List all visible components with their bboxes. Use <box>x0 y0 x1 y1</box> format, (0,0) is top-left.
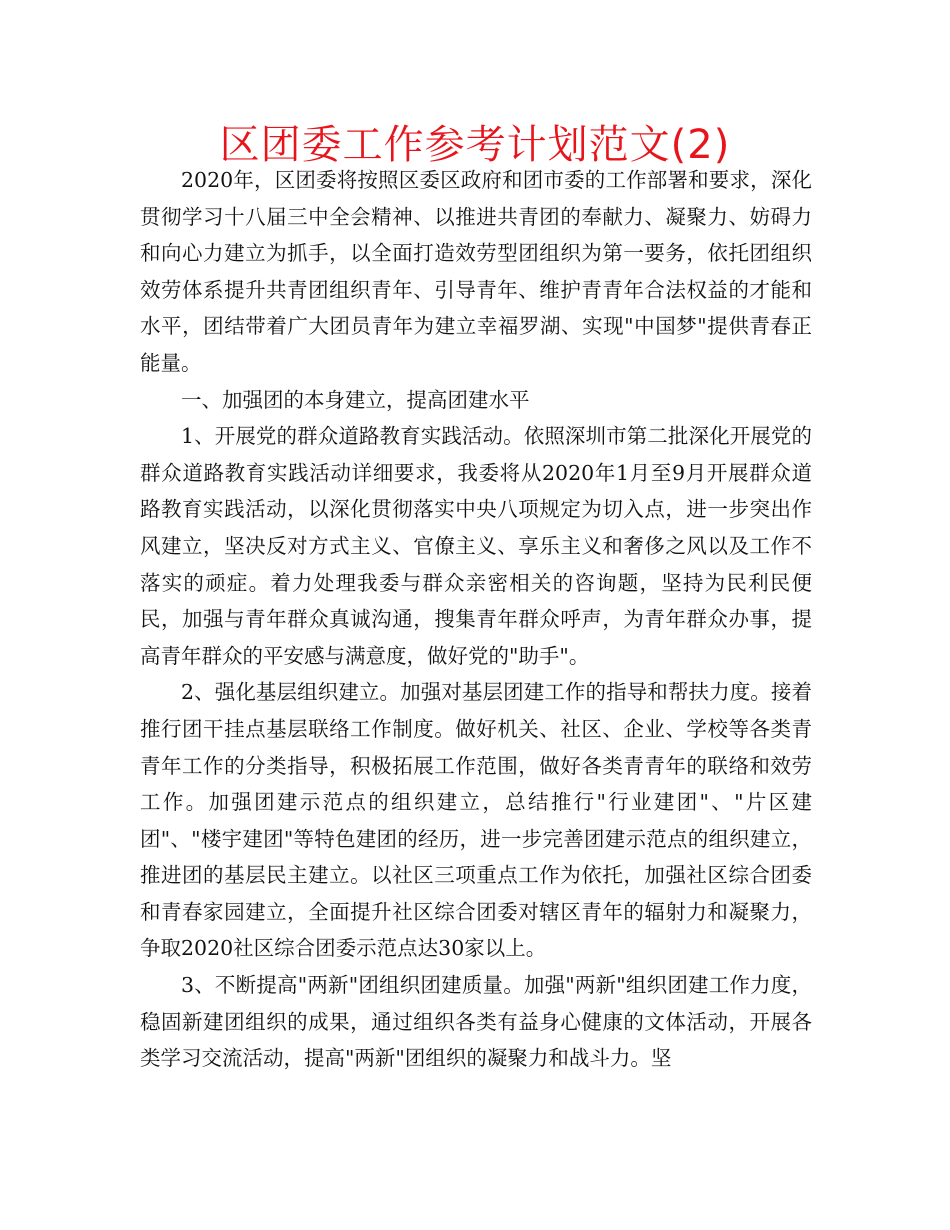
document-title: 区团委工作参考计划范文(2) <box>219 122 731 168</box>
document-body <box>140 162 812 1077</box>
item-paragraph-3: 3、不断提高"两新"团组织团建质量。加强"两新"组织团建工作力度，稳固新建团组织的成果，通过组织各类有益身心健康的文体活动，开展各类学习交流活动，提高"两新"团组织的凝聚力和战斗力。坚 <box>140 973 812 1071</box>
section-heading-1: 一、加强团的本身建立，提高团建水平 <box>181 387 530 412</box>
item-paragraph-2: 2、强化基层组织建立。加强对基层团建工作的指导和帮扶力度。接着推行团干挂点基层联络工作制度。做好机关、社区、企业、学校等各类青青年工作的分类指导，积极拓展工作范围，做好各类青青年的联络和效劳工作。加强团建示范点的组织建立，总结推行"行业建团"、"片区建团"、"楼宇建团"等特色建团的经历，进一步完善团建示范点的组织建立，推进团的基层民主建立。以社区三项重点工作为依托，加强社区综合团委和青春家园建立，全面提升社区综合团委对辖区青年的辐射力和凝聚力，争取2020社区综合团委示范点达30家以上。 <box>140 680 812 961</box>
item-paragraph-1: 1、开展党的群众道路教育实践活动。依照深圳市第二批深化开展党的群众道路教育实践活动详细要求，我委将从2020年1月至9月开展群众道路教育实践活动，以深化贯彻落实中央八项规定为切入点，进一步突出作风建立，坚决反对方式主义、官僚主义、享乐主义和奢侈之风以及工作不落实的顽症。着力处理我委与群众亲密相关的咨询题，坚持为民利民便民，加强与青年群众真诚沟通，搜集青年群众呼声，为青年群众办事，提高青年群众的平安感与满意度，做好党的"助手"。 <box>140 424 812 668</box>
intro-paragraph: 2020年，区团委将按照区委区政府和团市委的工作部署和要求，深化贯彻学习十八届三中全会精神、以推进共青团的奉献力、凝聚力、妨碍力和向心力建立为抓手，以全面打造效劳型团组织为第一要务，依托团组织效劳体系提升共青团组织青年、引导青年、维护青青年合法权益的才能和水平，团结带着广大团员青年为建立幸福罗湖、实现"中国梦"提供青春正能量。 <box>140 168 812 375</box>
